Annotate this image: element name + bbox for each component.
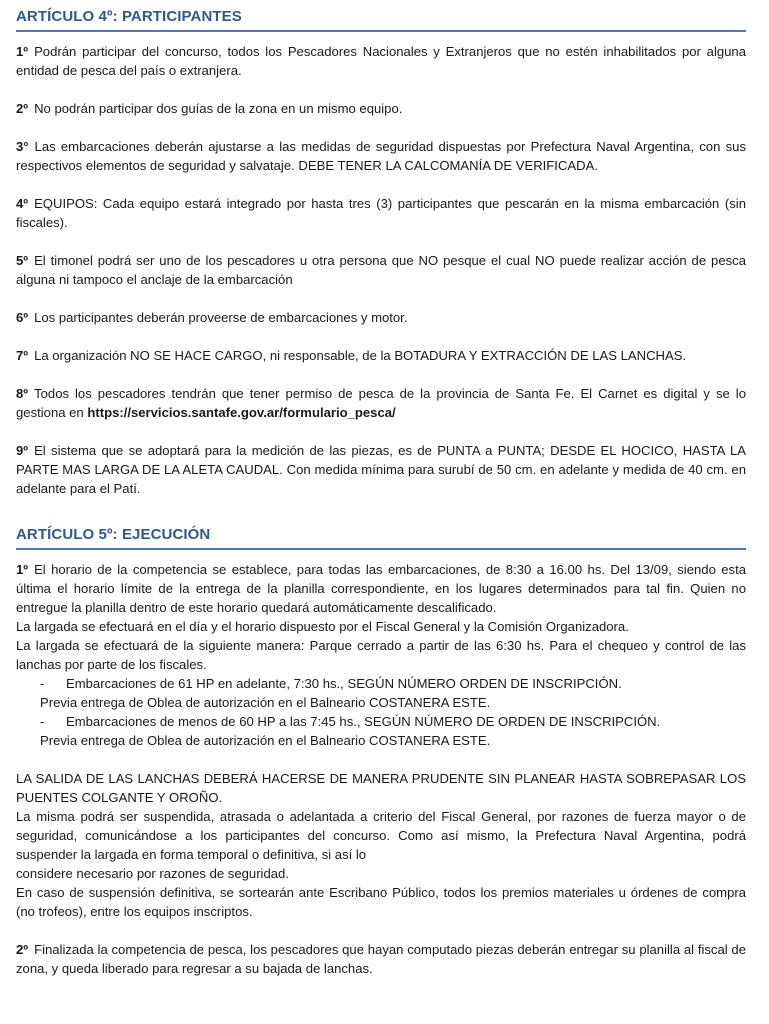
permit-url-link[interactable]: https://servicios.santafe.gov.ar/formulario_pesca/ bbox=[87, 405, 396, 420]
bullet-dash: - bbox=[40, 714, 45, 729]
item-text: Los participantes deberán proveerse de embarcaciones y motor. bbox=[34, 310, 408, 325]
bullet-dash: - bbox=[40, 676, 45, 691]
departure-warning-text: LA SALIDA DE LAS LANCHAS DEBERÁ HACERSE DE MANERA PRUDENTE SIN PLANEAR HASTA SOBREPASAR LOS PUENTES COLGANTE Y OROÑO. bbox=[16, 771, 746, 805]
item-number: 3° bbox=[16, 139, 29, 154]
article-5-heading: ARTÍCULO 5º: EJECUCIÓN bbox=[16, 526, 746, 550]
article-4-item-9 bbox=[16, 441, 746, 498]
item-number: 1º bbox=[16, 562, 29, 577]
article-4-item-2 bbox=[16, 99, 746, 118]
bullet-text: Embarcaciones de menos de 60 HP a las 7:45 hs., SEGÚN NÚMERO DE ORDEN DE INSCRIPCIÓN. bbox=[66, 714, 661, 729]
bullet-item-1 bbox=[16, 674, 746, 693]
start-procedure-text: La largada se efectuará de la siguiente manera: Parque cerrado a partir de las 6:30 hs. Para el chequeo y control de las lanchas por parte de los fiscales. bbox=[16, 638, 746, 672]
item-text: La organización NO SE HACE CARGO, ni responsable, de la BOTADURA Y EXTRACCIÓN DE LAS LANCHAS. bbox=[34, 348, 687, 363]
article-5-body bbox=[16, 560, 746, 978]
article-5-item-1 bbox=[16, 560, 746, 617]
item-text: Las embarcaciones deberán ajustarse a las medidas de seguridad dispuestas por Prefectura Naval Argentina, con sus respectivos elementos de seguridad y salvataje. DEBE TENER LA CALCOMANÍA DE VERIFICADA. bbox=[16, 139, 746, 173]
bullet-note-2: Previa entrega de Oblea de autorización en el Balneario COSTANERA ESTE. bbox=[40, 733, 491, 748]
item-text: Todos los pescadores tendrán que tener permiso de pesca de la provincia de Santa Fe. El Carnet es digital y se lo gestiona en bbox=[16, 386, 746, 420]
article-4-list bbox=[16, 42, 746, 498]
article-4-item-5 bbox=[16, 251, 746, 289]
article-4-item-4 bbox=[16, 194, 746, 232]
document-page bbox=[16, 0, 746, 978]
item-number: 6º bbox=[16, 310, 29, 325]
item-text: El timonel podrá ser uno de los pescadores u otra persona que NO pesque el cual NO puede realizar acción de pesca alguna ni tampoco el anclaje de la embarcación bbox=[16, 253, 746, 287]
suspension-text-1: La misma podrá ser suspendida, atrasada o adelantada a criterio del Fiscal General, por razones de fuerza mayor o de seguridad, comunicándose a los participantes del concurso. Como así mismo, la Prefectura Naval Argentina, podrá suspender la largada en forma temporal o definitiva, si así lo bbox=[16, 809, 746, 862]
item-number: 2º bbox=[16, 101, 29, 116]
item-number: 9º bbox=[16, 443, 29, 458]
item-number: 7º bbox=[16, 348, 29, 363]
article-4-item-1 bbox=[16, 42, 746, 80]
item-text: Finalizada la competencia de pesca, los pescadores que hayan computado piezas deberán entregar su planilla al fiscal de zona, y queda liberado para regresar a su bajada de lanchas. bbox=[16, 942, 746, 976]
article-4-item-3 bbox=[16, 137, 746, 175]
item-text: El sistema que se adoptará para la medición de las piezas, es de PUNTA a PUNTA; DESDE EL HOCICO, HASTA LA PARTE MAS LARGA DE LA ALETA CAUDAL. Con medida mínima para surubí de 50 cm. en adelante y medida de 40 cm. en adelante para el Patí. bbox=[16, 443, 746, 496]
item-text: El horario de la competencia se establece, para todas las embarcaciones, de 8:30 a 16.00 hs. Del 13/09, siendo esta última el horario límite de la entrega de la planilla correspondiente, en los lugares determinados para tal fin. Quien no entregue la planilla dentro de este horario quedará automáticamente descalificado. bbox=[16, 562, 746, 615]
start-schedule-text: La largada se efectuará en el día y el horario dispuesto por el Fiscal General y la Comisión Organizadora. bbox=[16, 619, 629, 634]
item-text: No podrán participar dos guías de la zona en un mismo equipo. bbox=[34, 101, 403, 116]
bullet-item-2 bbox=[16, 712, 746, 731]
suspension-text-3: En caso de suspensión definitiva, se sortearán ante Escribano Público, todos los premios materiales u órdenes de compra (no trofeos), entre los equipos inscriptos. bbox=[16, 885, 746, 919]
item-text: Podrán participar del concurso, todos los Pescadores Nacionales y Extranjeros que no estén inhabilitados por alguna entidad de pesca del país o extranjera. bbox=[16, 44, 746, 78]
item-text: EQUIPOS: Cada equipo estará integrado por hasta tres (3) participantes que pescarán en la misma embarcación (sin fiscales). bbox=[16, 196, 746, 230]
item-number: 2º bbox=[16, 942, 29, 957]
item-number: 5º bbox=[16, 253, 29, 268]
article-5-item-2 bbox=[16, 940, 746, 978]
article-4-heading: ARTÍCULO 4º: PARTICIPANTES bbox=[16, 8, 746, 32]
item-number: 8º bbox=[16, 386, 29, 401]
item-number: 4º bbox=[16, 196, 29, 211]
bullet-text: Embarcaciones de 61 HP en adelante, 7:30 hs., SEGÚN NÚMERO ORDEN DE INSCRIPCIÓN. bbox=[66, 676, 622, 691]
item-number: 1º bbox=[16, 44, 29, 59]
article-4-item-6 bbox=[16, 308, 746, 327]
article-4-item-7 bbox=[16, 346, 746, 365]
bullet-note-1: Previa entrega de Oblea de autorización en el Balneario COSTANERA ESTE. bbox=[40, 695, 491, 710]
article-4-item-8 bbox=[16, 384, 746, 422]
suspension-text-2: considere necesario por razones de seguridad. bbox=[16, 866, 289, 881]
